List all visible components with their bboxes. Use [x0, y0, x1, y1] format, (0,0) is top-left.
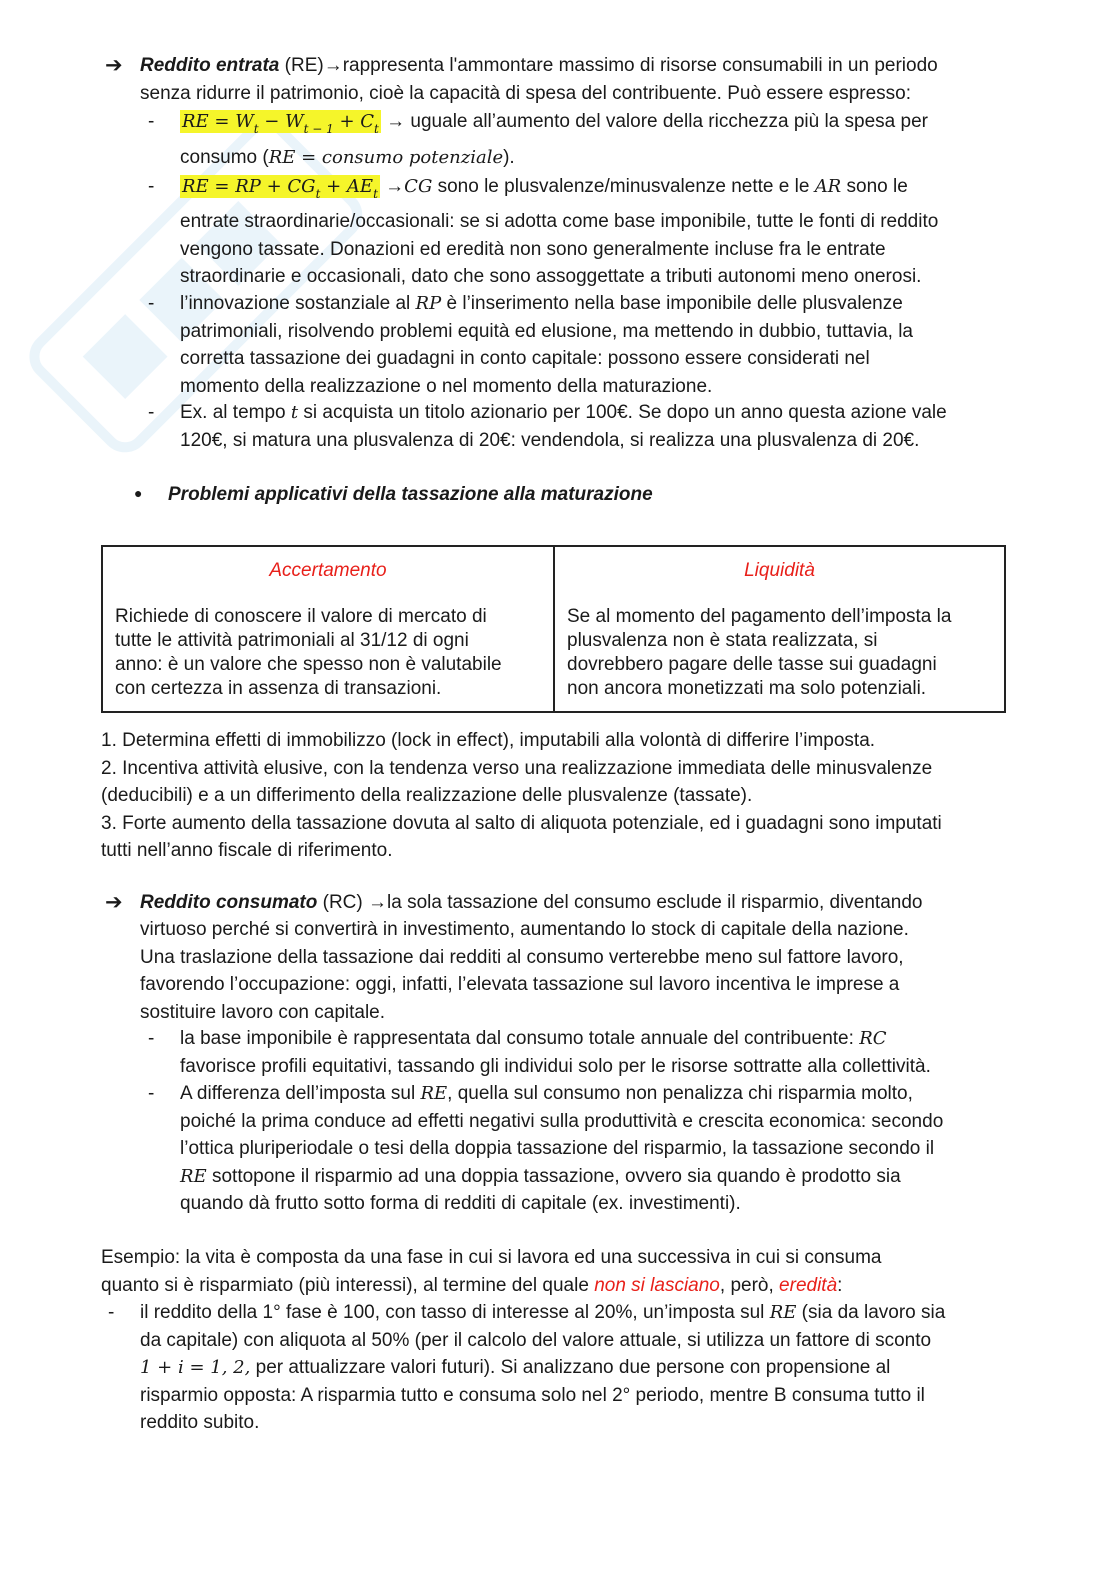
col1-text	[115, 605, 541, 701]
problems-table	[101, 545, 1006, 713]
text-line: patrimoniali, risolvendo problemi equità ed elusione, ma mettendo in dubbio, tuttavia, la	[180, 320, 913, 342]
re-item2-text-a: sono le plusvalenze/minusvalenze nette e le	[437, 176, 810, 197]
example-line3: per attualizzare valori futuri). Si analizzano due persone con propensione al	[255, 1357, 891, 1378]
re-item1-text-a: uguale all’aumento del valore della ricchezza più la spesa per	[410, 111, 928, 132]
re-intro-line1	[105, 52, 123, 81]
math-cg: CG	[404, 176, 433, 197]
text-line: l’ottica pluriperiodale o tesi della doppia tassazione del risparmio, la tassazione secondo il	[180, 1138, 935, 1159]
math-rp: RP	[415, 293, 442, 314]
text-line: corretta tassazione dei guadagni in conto capitale: possono essere considerati nel	[180, 348, 870, 369]
text-line: reddito subito.	[140, 1412, 260, 1433]
dash-bullet: -	[108, 1302, 115, 1323]
re-item3-b: è l’inserimento nella base imponibile delle plusvalenze	[446, 293, 903, 314]
right-arrow-icon: →	[323, 55, 343, 76]
text-line: Una traslazione della tassazione dai redditi al consumo verterebbe meno sul fattore lavoro,	[140, 946, 904, 968]
col2-text	[567, 605, 992, 701]
re-item1	[180, 108, 928, 136]
text-line: straordinarie e occasionali, dato che sono assoggettate a tributi autonomi meno onerosi.	[180, 266, 922, 287]
math-re: RE	[180, 1165, 207, 1187]
text-line: sostituire lavoro con capitale.	[140, 1001, 386, 1023]
list-item: (deducibili) e a un differimento della realizzazione delle plusvalenze (tassate).	[101, 785, 753, 806]
right-arrow-icon: →	[368, 892, 388, 913]
example-paragraph	[101, 1244, 881, 1299]
right-arrow-icon: →	[385, 176, 405, 197]
re-intro-a: rappresenta l'ammontare massimo di risorse consumabili in un periodo	[342, 55, 938, 76]
re-item4-b: si acquista un titolo azionario per 100€. Se dopo un anno questa azione vale	[303, 402, 947, 423]
text-line: risparmio opposta: A risparmia tutto e consuma solo nel 2° periodo, mentre B consuma tutto il	[140, 1384, 925, 1406]
re-item2-lines	[180, 208, 938, 291]
text-line: momento della realizzazione o nel momento della maturazione.	[180, 375, 713, 397]
rc-intro	[140, 889, 922, 917]
text-line: da capitale) con aliquota al 50% (per il calcolo del valore attuale, si utilizza un fattore di sconto	[140, 1329, 932, 1351]
example-item	[140, 1299, 945, 1437]
rc-abbr: (RC)	[322, 892, 363, 913]
re-formula-2: RE = RP + $CG_t + AE_t$	[182, 176, 378, 201]
rc-intro-first: la sola tassazione del consumo esclude il risparmio, diventando	[387, 892, 923, 913]
text-line: poiché la prima conduce ad effetti negativi sulla produttività e crescita economica: secondo	[180, 1110, 944, 1132]
text-line: favorisce profili equitativi, tassando gli individui solo per le risorse sottratte alla collettività.	[180, 1055, 931, 1077]
dash-bullet: -	[148, 176, 155, 197]
dash-bullet: -	[148, 402, 155, 423]
re-item3	[180, 290, 913, 400]
example-line2-a: quanto si è risparmiato (più interessi), al termine del quale	[101, 1274, 589, 1296]
list-item: 3. Forte aumento della tassazione dovuta al salto di aliquota potenziale, ed i guadagni sono imputati	[101, 812, 942, 834]
highlight-red: non si lasciano	[594, 1274, 720, 1296]
arrow-bullet-icon: ➔	[105, 54, 123, 77]
text-line: Se al momento del pagamento dell’imposta la	[567, 605, 952, 627]
list-item: 1. Determina effetti di immobilizzo (lock in effect), imputabili alla volontà di differire l’imposta.	[101, 730, 876, 751]
dash-bullet: -	[148, 1028, 155, 1049]
rc-item2	[180, 1080, 943, 1218]
math-re: RE	[769, 1302, 797, 1323]
highlight-red: eredità	[779, 1274, 838, 1296]
text-line: tutte le attività patrimoniali al 31/12 di ogni	[115, 629, 469, 651]
text-line	[101, 1272, 881, 1300]
dash-bullet: -	[148, 293, 155, 314]
text-line: virtuoso perché si convertirà in investimento, aumentando lo stock di capitale della nazione.	[140, 919, 909, 940]
re-item1-text-c: ).	[503, 147, 515, 168]
re-item3-a: l’innovazione sostanziale al	[180, 293, 411, 314]
list-item: 2. Incentiva attività elusive, con la tendenza verso una realizzazione immediata delle minusvalenze	[101, 757, 933, 779]
example-item-a: il reddito della 1° fase è 100, con tasso di interesse al 20%, un’imposta sul	[140, 1302, 765, 1323]
rc-intro-lines	[140, 916, 909, 1026]
text-line: Richiede di conoscere il valore di mercato di	[115, 605, 487, 627]
re-item1-line2	[180, 144, 515, 172]
text-line: Esempio: la vita è composta da una fase in cui si lavora ed una successiva in cui si consuma	[101, 1247, 882, 1268]
rc-item2-a: A differenza dell’imposta sul	[180, 1083, 416, 1104]
re-formula-1: RE = $W_t - W_{t - 1} + C_t$	[182, 111, 379, 136]
text-line: con certezza in assenza di transazioni.	[115, 677, 442, 699]
text-line: anno: è un valore che spesso non è valutabile	[115, 653, 502, 675]
rc-item2-b: , quella sul consumo non penalizza chi risparmia molto,	[447, 1083, 913, 1104]
math-discount: 1 + i = 1, 2,	[140, 1357, 251, 1378]
col2-title: Liquidità	[744, 560, 815, 581]
rc-item2-c: sottopone il risparmio ad una doppia tassazione, ovvero sia quando è prodotto sia	[211, 1165, 901, 1187]
text-line: favorendo l’occupazione: oggi, infatti, l’elevata tassazione sul lavoro incentiva le imprese a	[140, 974, 900, 995]
example-item-b: (sia da lavoro sia	[801, 1302, 946, 1323]
rc-item1	[180, 1025, 931, 1080]
re-item4-c: 120€, si matura una plusvalenza di 20€: vendendola, si realizza una plusvalenza di 20€.	[180, 430, 920, 451]
col1-title: Accertamento	[269, 560, 387, 581]
text-line: dovrebbero pagare delle tasse sui guadagni	[567, 653, 937, 675]
right-arrow-icon: →	[386, 111, 406, 132]
problems-heading: Problemi applicativi della tassazione alla maturazione	[168, 484, 653, 505]
table-cell-liquidita	[555, 547, 1004, 711]
example-line2-b: , però,	[719, 1274, 774, 1296]
re-title: Reddito entrata	[140, 55, 280, 76]
list-item: tutti nell’anno fiscale di riferimento.	[101, 840, 393, 861]
re-intro-b: senza ridurre il patrimonio, cioè la capacità di spesa del contribuente. Può essere espresso:	[140, 83, 911, 104]
text-line: non ancora monetizzati ma solo potenziali.	[567, 677, 927, 699]
table-cell-accertamento	[103, 547, 555, 711]
re-item1-text-b: consumo (	[180, 147, 269, 168]
text-line: plusvalenza non è stata realizzata, si	[567, 629, 878, 651]
dash-bullet: -	[148, 1083, 155, 1104]
arrow-bullet	[105, 889, 123, 918]
arrow-bullet-icon: ➔	[105, 891, 123, 914]
example-line2-c: :	[837, 1274, 843, 1296]
math-re: RE	[420, 1083, 448, 1104]
text-line: entrate straordinarie/occasionali: se si adotta come base imponibile, tutte le fonti di reddito	[180, 211, 939, 232]
re-abbr: (RE)	[284, 55, 324, 76]
dash-bullet: -	[148, 111, 155, 132]
text-line: vengono tassate. Donazioni ed eredità non sono generalmente incluse fra le entrate	[180, 238, 886, 260]
bullet-dot-icon: ●	[134, 485, 143, 501]
rc-item1-a: la base imponibile è rappresentata dal consumo totale annuale del contribuente:	[180, 1028, 854, 1049]
re-intro	[140, 52, 938, 80]
rc-title: Reddito consumato	[140, 892, 318, 913]
text-line: quando dà frutto sotto forma di redditi di capitale (ex. investimenti).	[180, 1193, 741, 1214]
re-item1-math: RE = consumo potenziale	[268, 147, 504, 168]
re-item4-a: Ex. al tempo	[180, 402, 286, 423]
re-item4	[180, 399, 947, 427]
re-item2-text-b: sono le	[846, 176, 908, 197]
re-item2	[180, 173, 908, 201]
math-t: t	[290, 402, 299, 423]
math-ar: AR	[814, 176, 842, 197]
math-rc: RC	[859, 1028, 887, 1049]
numbered-list	[101, 727, 942, 865]
